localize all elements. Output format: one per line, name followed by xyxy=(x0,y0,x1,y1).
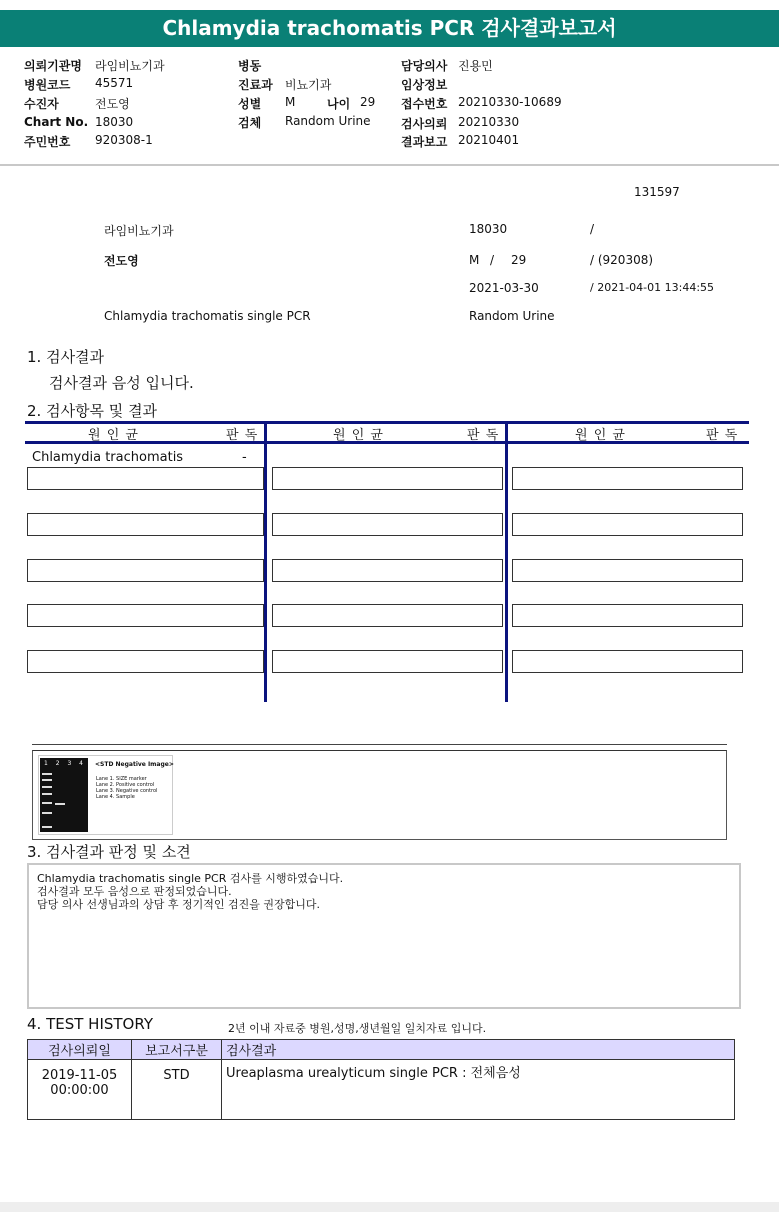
result-cell xyxy=(512,467,743,490)
info-doctor: 담당의사 xyxy=(401,59,448,73)
gel-legend-3: Lane 3. Negative control xyxy=(96,788,158,794)
info-institution-value: 라임비뇨기과 xyxy=(95,59,165,73)
section2-title: 2. 검사항목 및 결과 xyxy=(27,402,158,420)
section1-result: 검사결과 음성 입니다. xyxy=(49,374,194,392)
summary-age-slash: / xyxy=(490,253,495,267)
info-patient: 수진자 xyxy=(24,97,59,111)
section3-title: 3. 검사결과 판정 및 소견 xyxy=(27,843,191,861)
opinion-line: 담당 의사 선생님과의 상담 후 정기적인 검진을 권장합니다. xyxy=(37,898,320,911)
summary-slash: / xyxy=(590,222,595,236)
history-header-row xyxy=(28,1040,735,1060)
page-bottom-bar xyxy=(0,1202,779,1212)
gel-lanes xyxy=(40,758,88,832)
info-specimen-value: Random Urine xyxy=(285,114,371,128)
grid-divider-1 xyxy=(264,421,267,702)
summary-clinic: 라임비뇨기과 xyxy=(104,224,174,238)
gel-lane-numbers: 1 2 3 4 xyxy=(44,760,86,767)
opinion-box xyxy=(27,863,741,1009)
col-pathogen-3: 원 인 균 xyxy=(575,428,626,443)
gel-band xyxy=(42,779,52,781)
result-cell xyxy=(27,604,264,627)
result-cell xyxy=(272,650,503,673)
info-age-value: 29 xyxy=(360,95,376,109)
result-cell xyxy=(27,467,264,490)
col-pathogen-1: 원 인 균 xyxy=(88,428,139,443)
info-doctor-value: 진용민 xyxy=(458,59,493,73)
gel-top-rule xyxy=(32,744,727,745)
history-type: STD xyxy=(132,1060,222,1120)
col-judgement-2: 판 독 xyxy=(467,428,500,443)
section4-note: 2년 이내 자료중 병원,성명,생년월일 일치자료 입니다. xyxy=(228,1022,487,1035)
col-pathogen-2: 원 인 균 xyxy=(333,428,384,443)
summary-received: 2021-03-30 xyxy=(469,281,539,295)
opinion-line: 검사결과 모두 음성으로 판정되었습니다. xyxy=(37,885,232,898)
info-department: 진료과 xyxy=(238,78,273,92)
info-age: 나이 xyxy=(327,97,351,111)
result-cell xyxy=(512,604,743,627)
info-report-date: 결과보고 xyxy=(401,135,448,149)
summary-code: 131597 xyxy=(634,185,680,199)
info-receipt-no: 접수번호 xyxy=(401,97,448,111)
col-judgement-3: 판 독 xyxy=(706,428,739,443)
result-cell xyxy=(272,467,503,490)
item-result: - xyxy=(242,450,247,465)
info-specimen: 검체 xyxy=(238,116,262,130)
gel-legend-4: Lane 4. Sample xyxy=(96,794,135,800)
info-institution: 의뢰기관명 xyxy=(24,59,82,73)
gel-legend-2: Lane 2. Positive control xyxy=(96,782,155,788)
history-row xyxy=(28,1060,735,1120)
summary-age: 29 xyxy=(511,253,527,267)
info-sex-value: M xyxy=(285,95,296,109)
history-result: Ureaplasma urealyticum single PCR : 전체음성 xyxy=(222,1060,735,1120)
history-date: 2019-11-05 xyxy=(41,1068,118,1083)
grid-divider-2 xyxy=(505,421,508,702)
report-title: Chlamydia trachomatis PCR 검사결과보고서 xyxy=(0,10,779,47)
result-cell xyxy=(512,513,743,536)
gel-band xyxy=(42,826,52,828)
gel-title: <STD Negative Image> xyxy=(95,761,174,768)
history-col-result: 검사결과 xyxy=(222,1040,735,1060)
info-request-date: 검사의뢰 xyxy=(401,117,448,131)
gel-band xyxy=(42,786,52,788)
history-col-type: 보고서구분 xyxy=(132,1040,222,1060)
gel-legend-1: Lane 1. SIZE marker xyxy=(96,776,147,782)
col-judgement-1: 판 독 xyxy=(226,428,259,443)
gel-band xyxy=(42,802,52,804)
summary-birth: / (920308) xyxy=(590,253,654,267)
result-cell xyxy=(27,650,264,673)
result-cell xyxy=(272,604,503,627)
gel-band xyxy=(42,793,52,795)
info-sex: 성별 xyxy=(238,97,262,111)
summary-specimen: Random Urine xyxy=(469,309,555,323)
summary-chart-no: 18030 xyxy=(469,222,508,236)
info-report-date-value: 20210401 xyxy=(458,133,520,147)
result-cell xyxy=(512,650,743,673)
result-cell xyxy=(27,513,264,536)
info-clinical: 임상정보 xyxy=(401,78,448,92)
header-divider xyxy=(0,164,779,166)
info-hospital-code: 병원코드 xyxy=(24,78,71,92)
section1-title: 1. 검사결과 xyxy=(27,348,105,366)
info-request-date-value: 20210330 xyxy=(458,115,520,129)
summary-sex: M xyxy=(469,253,480,267)
gel-band-positive xyxy=(55,803,65,805)
result-cell xyxy=(512,559,743,582)
info-chart-no: Chart No. xyxy=(24,115,89,129)
history-date-cell xyxy=(28,1060,132,1120)
info-resident-no: 주민번호 xyxy=(24,135,71,149)
info-resident-no-value: 920308-1 xyxy=(95,133,153,147)
history-table xyxy=(27,1039,735,1120)
history-time: 00:00:00 xyxy=(50,1083,109,1098)
info-department-value: 비뇨기과 xyxy=(285,78,332,92)
result-cell xyxy=(272,559,503,582)
result-cell xyxy=(272,513,503,536)
gel-band xyxy=(42,773,52,775)
summary-reported: / 2021-04-01 13:44:55 xyxy=(590,281,715,294)
info-hospital-code-value: 45571 xyxy=(95,76,134,90)
info-patient-value: 전도영 xyxy=(95,97,130,111)
summary-test-name: Chlamydia trachomatis single PCR xyxy=(104,309,311,323)
opinion-line: Chlamydia trachomatis single PCR 검사를 시행하였습니다. xyxy=(37,872,344,885)
info-chart-no-value: 18030 xyxy=(95,115,134,129)
result-cell xyxy=(27,559,264,582)
item-name: Chlamydia trachomatis xyxy=(32,450,184,465)
section4-title: 4. TEST HISTORY xyxy=(27,1015,153,1033)
gel-band xyxy=(42,812,52,814)
history-col-date: 검사의뢰일 xyxy=(28,1040,132,1060)
info-receipt-no-value: 20210330-10689 xyxy=(458,95,562,109)
summary-patient: 전도영 xyxy=(104,254,139,268)
info-ward: 병동 xyxy=(238,59,262,73)
